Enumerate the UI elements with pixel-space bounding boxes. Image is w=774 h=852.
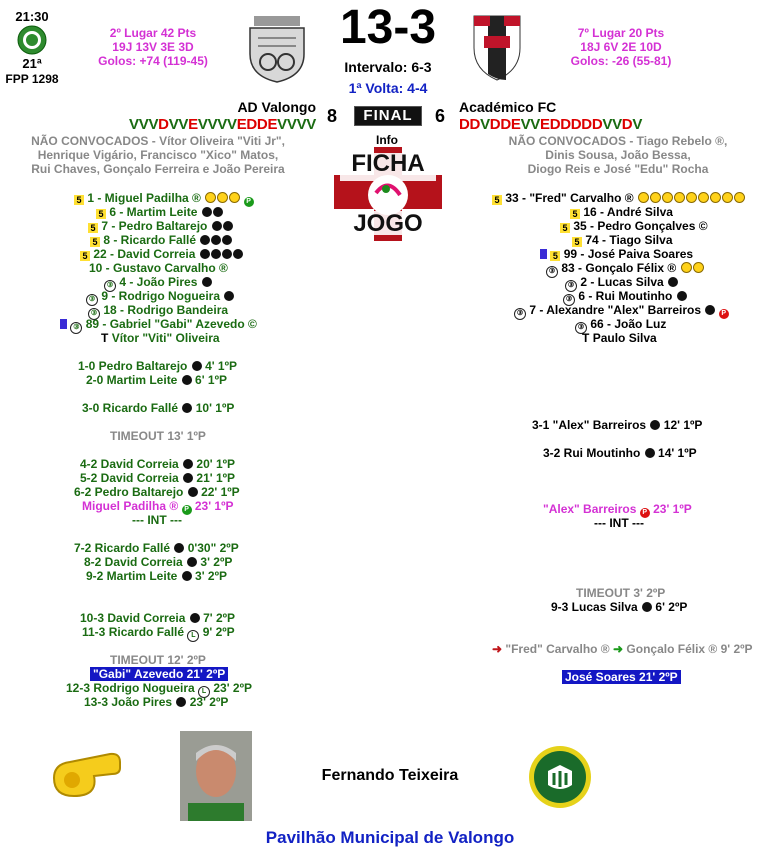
goal-ball-icon [188, 487, 198, 497]
gold-icon [693, 262, 704, 273]
gold-icon [686, 192, 697, 203]
whistle-icon [50, 748, 124, 798]
sub-out-icon: ➜ [492, 642, 503, 656]
player-name: 83 - Gonçalo Félix ® [561, 261, 677, 275]
home-stats [88, 26, 218, 68]
goal-ball-icon [645, 448, 655, 458]
home-player-count: 8 [327, 106, 338, 126]
away-stats-line3: Golos: -26 (55-81) [570, 54, 672, 68]
association-logo [528, 745, 592, 809]
home-form-seg-1: VVV [129, 116, 159, 133]
coach-icon: T [582, 331, 590, 345]
away-team-name[interactable]: Académico FC [459, 99, 557, 115]
substitution-event: ➜ "Fred" Carvalho ® ➜ Gonçalo Félix ® 9' 2ºP [492, 642, 753, 656]
team-crest-icon [17, 25, 47, 55]
gold-icon [205, 192, 216, 203]
goal-ball-icon [222, 249, 232, 259]
player-name: 89 - Gabriel "Gabi" Azevedo © [85, 317, 257, 331]
home-stats-line3: Golos: +74 (119-45) [98, 54, 208, 68]
home-event: 9-2 Martim Leite 3' 2ºP [86, 569, 227, 583]
fpp-label: FPP 1298 [5, 72, 59, 86]
late-goal-icon: L [187, 630, 199, 642]
goal-ball-icon [183, 459, 193, 469]
home-absent-line: Rui Chaves, Gonçalo Ferreira e João Pereira [31, 162, 285, 176]
away-absent-list [478, 134, 758, 176]
starter-icon: 5 [74, 195, 84, 205]
home-event: 13-3 João Pires 23' 2ºP [84, 695, 229, 709]
goal-ball-icon [211, 249, 221, 259]
gold-icon [638, 192, 649, 203]
away-form-seg-1: DD [459, 116, 481, 133]
away-form-seg-5: EDDDDD [540, 116, 603, 133]
gold-icon [217, 192, 228, 203]
player-name: 6 - Rui Moutinho [578, 289, 673, 303]
goal-ball-icon [192, 361, 202, 371]
goal-ball-icon [200, 235, 210, 245]
goal-ball-icon [233, 249, 243, 259]
referee-name: Fernando Teixeira [321, 767, 459, 784]
penalty-icon: P [640, 508, 650, 518]
starter-icon: 5 [570, 209, 580, 219]
goal-ball-icon [182, 571, 192, 581]
home-player-row[interactable] [101, 331, 220, 345]
player-name: 4 - João Pires [119, 275, 198, 289]
venue-name: Pavilhão Municipal de Valongo [265, 828, 515, 847]
away-event: "Alex" Barreiros P 23' 1ºP [543, 502, 692, 516]
starter-icon: 5 [96, 209, 106, 219]
gold-icon [698, 192, 709, 203]
away-form-seg-6: VV [602, 116, 622, 133]
home-event: 6-2 Pedro Baltarejo 22' 1ºP [74, 485, 240, 499]
away-player-row[interactable] [570, 205, 673, 219]
gold-icon [674, 192, 685, 203]
away-player-row[interactable] [540, 247, 693, 261]
home-form [60, 116, 316, 133]
home-form-seg-7: VVVV [277, 116, 316, 133]
home-player-row[interactable] [96, 205, 223, 219]
home-form-seg-3: VV [168, 116, 189, 133]
home-form-seg-5: VVVV [197, 116, 237, 133]
home-event: 1-0 Pedro Baltarejo 4' 1ºP [78, 359, 237, 373]
away-player-row[interactable] [560, 219, 708, 233]
starter-icon: 5 [88, 223, 98, 233]
player-name: 1 - Miguel Padilha ® [87, 191, 201, 205]
player-name: 22 - David Correia [93, 247, 196, 261]
player-name: 9 - Rodrigo Nogueira [101, 289, 221, 303]
home-event: 5-2 David Correia 21' 1ºP [80, 471, 236, 485]
home-stats-line2: 19J 13V 3E 3D [112, 40, 194, 54]
goal-ball-icon [705, 305, 715, 315]
rank-label: 21ª [22, 56, 42, 71]
goal-ball-icon [211, 235, 221, 245]
final-score: 13-3 [339, 1, 437, 54]
home-team-name[interactable]: AD Valongo [237, 99, 316, 115]
ficha-text: FICHA [351, 150, 425, 177]
goal-ball-icon [224, 291, 234, 301]
away-stats [556, 26, 686, 68]
goal-ball-icon [222, 235, 232, 245]
gold-icon [650, 192, 661, 203]
goal-ball-icon [650, 420, 660, 430]
jogo-text: JOGO [353, 210, 423, 237]
player-name: 66 - João Luz [590, 317, 667, 331]
goal-ball-icon [190, 613, 200, 623]
away-form-seg-4: VV [520, 116, 540, 133]
away-event: 3-1 "Alex" Barreiros 12' 1ºP [532, 418, 703, 432]
away-absent-line: Dinis Sousa, João Bessa, [545, 148, 691, 162]
goal-ball-icon [212, 221, 222, 231]
goal-ball-icon [182, 403, 192, 413]
ficha-jogo-button[interactable] [334, 147, 442, 241]
referee-photo [180, 731, 252, 821]
blue-card-event: "Gabi" Azevedo 21' 2ºP [90, 667, 228, 681]
blue-card-event: José Soares 21' 2ºP [562, 670, 681, 684]
sub-icon: ③ [546, 266, 558, 278]
interval-marker: --- INT --- [132, 513, 182, 527]
player-name: 74 - Tiago Silva [585, 233, 673, 247]
sub-icon: ③ [86, 294, 98, 306]
away-absent-line: NÃO CONVOCADOS - Tiago Rebelo ®, [508, 134, 728, 148]
home-absent-line: Henrique Vigário, Francisco "Xico" Matos, [37, 148, 279, 162]
home-event: 4-2 David Correia 20' 1ºP [80, 457, 236, 471]
away-form-seg-8: V [632, 116, 643, 133]
sub-icon: ③ [104, 280, 116, 292]
goal-ball-icon [182, 375, 192, 385]
player-name: Vítor "Viti" Oliveira [111, 331, 220, 345]
kickoff-time: 21:30 [15, 9, 49, 24]
away-player-row[interactable] [572, 233, 673, 247]
home-absent-line: NÃO CONVOCADOS - Vítor Oliveira "Viti Jr", [31, 134, 285, 148]
blue-card-icon [60, 319, 67, 329]
player-name: 16 - André Silva [583, 205, 673, 219]
sub-icon: ③ [514, 308, 526, 320]
penalty-icon: P [182, 505, 192, 515]
away-event: 9-3 Lucas Silva 6' 2ºP [551, 600, 688, 614]
sub-icon: ③ [88, 308, 100, 320]
goal-ball-icon [174, 543, 184, 553]
away-form [459, 116, 642, 133]
player-name: 99 - José Paiva Soares [563, 247, 694, 261]
sub-icon: ③ [70, 322, 82, 334]
away-form-seg-7: D [621, 116, 633, 133]
player-name: 6 - Martim Leite [109, 205, 198, 219]
away-player-row[interactable] [582, 331, 657, 345]
goal-ball-icon [202, 277, 212, 287]
goal-ball-icon [200, 249, 210, 259]
gold-icon [722, 192, 733, 203]
goal-ball-icon [202, 207, 212, 217]
home-crest-icon [246, 14, 308, 84]
first-leg-score: 1ª Volta: 4-4 [348, 80, 428, 96]
goal-ball-icon [176, 697, 186, 707]
starter-icon: 5 [572, 237, 582, 247]
home-event: 11-3 Ricardo Fallé L 9' 2ºP [82, 625, 235, 642]
home-stats-line1: 2º Lugar 42 Pts [109, 26, 197, 40]
goal-ball-icon [183, 473, 193, 483]
home-player-row[interactable] [80, 247, 243, 261]
sub-icon: ③ [563, 294, 575, 306]
home-event: 2-0 Martim Leite 6' 1ºP [86, 373, 227, 387]
player-name: 18 - Rodrigo Bandeira [103, 303, 229, 317]
gold-icon [662, 192, 673, 203]
player-name: Paulo Silva [592, 331, 657, 345]
gold-icon [681, 262, 692, 273]
away-form-seg-2: V [480, 116, 490, 133]
home-event: 7-2 Ricardo Fallé 0'30" 2ºP [74, 541, 239, 555]
home-event: Miguel Padilha ® P 23' 1ºP [82, 499, 234, 513]
late-goal-icon: L [198, 686, 210, 698]
blue-card-icon [540, 249, 547, 259]
player-name: 7 - Pedro Baltarejo [101, 219, 208, 233]
goal-ball-icon [668, 277, 678, 287]
player-name: 2 - Lucas Silva [580, 275, 664, 289]
home-event: 8-2 David Correia 3' 2ºP [84, 555, 233, 569]
player-name: 10 - Gustavo Carvalho ® [89, 261, 228, 275]
home-player-row[interactable] [90, 233, 232, 247]
sub-in-icon: ➜ [613, 642, 624, 656]
home-player-row[interactable] [88, 219, 233, 233]
player-name: 7 - Alexandre "Alex" Barreiros [529, 303, 702, 317]
sub-icon: ③ [575, 322, 587, 334]
timeout-event: TIMEOUT 12' 2ºP [110, 653, 206, 667]
timeout-event: TIMEOUT 3' 2ºP [576, 586, 666, 600]
home-event: 3-0 Ricardo Fallé 10' 1ºP [82, 401, 235, 415]
penalty-icon: P [719, 309, 729, 319]
starter-icon: 5 [90, 237, 100, 247]
gold-icon [710, 192, 721, 203]
away-form-seg-3: DDE [489, 116, 521, 133]
home-event: 12-3 Rodrigo Nogueira L 23' 2ºP [66, 681, 252, 698]
player-name: 33 - "Fred" Carvalho ® [505, 191, 634, 205]
halftime-score: Intervalo: 6-3 [344, 59, 432, 75]
gold-icon [734, 192, 745, 203]
goal-ball-icon [223, 221, 233, 231]
interval-marker: --- INT --- [594, 516, 644, 530]
player-name: 8 - Ricardo Fallé [103, 233, 197, 247]
starter-icon: 5 [550, 251, 560, 261]
starter-icon: 5 [492, 195, 502, 205]
away-stats-line2: 18J 6V 2E 10D [580, 40, 662, 54]
away-player-row[interactable] [492, 191, 745, 205]
home-form-seg-6: EDDE [236, 116, 278, 133]
home-absent-list [20, 134, 296, 176]
away-player-count: 6 [435, 106, 446, 126]
player-name: 35 - Pedro Gonçalves © [573, 219, 708, 233]
away-event: 3-2 Rui Moutinho 14' 1ºP [543, 446, 697, 460]
starter-icon: 5 [80, 251, 90, 261]
goal-ball-icon [677, 291, 687, 301]
timeout-event: TIMEOUT 13' 1ºP [110, 429, 206, 443]
away-stats-line1: 7º Lugar 20 Pts [577, 26, 665, 40]
home-form-seg-4: E [188, 116, 198, 133]
home-event: 10-3 David Correia 7' 2ºP [80, 611, 235, 625]
goal-ball-icon [213, 207, 223, 217]
goal-ball-icon [642, 602, 652, 612]
gold-icon [229, 192, 240, 203]
sub-icon: ③ [565, 280, 577, 292]
away-absent-line: Diogo Reis e José "Edu" Rocha [527, 162, 709, 176]
info-label: Info [376, 133, 398, 147]
goal-ball-icon [187, 557, 197, 567]
home-player-row[interactable] [89, 261, 228, 275]
home-form-seg-2: D [158, 116, 169, 133]
final-status-badge: FINAL [354, 106, 422, 126]
starter-icon: 5 [560, 223, 570, 233]
away-crest-icon [470, 12, 524, 82]
penalty-icon: P [244, 197, 254, 207]
coach-icon: T [101, 331, 109, 345]
